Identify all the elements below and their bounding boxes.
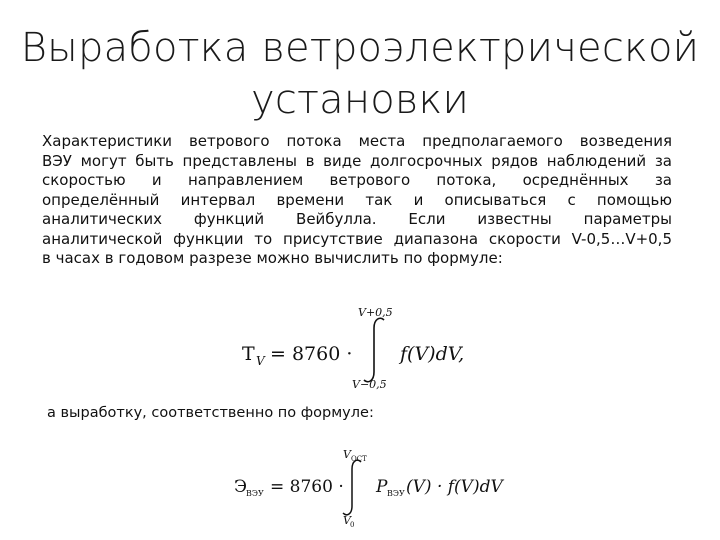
- caption-output: а выработку, соответственно по формуле:: [47, 405, 374, 421]
- formula1-lhs-sub: V: [256, 354, 265, 368]
- formula2-lower-limit-sub: 0: [350, 521, 355, 529]
- body-line-5: аналитических функций Вейбулла. Если известны параметры: [42, 210, 672, 228]
- formula2-upper-limit: V: [343, 448, 351, 461]
- formula2-upper-limit-sub: ОСТ: [351, 455, 367, 463]
- formula1-integrand: f(V)dV,: [400, 343, 465, 365]
- formula2-lhs-sub: ВЭУ: [246, 489, 264, 498]
- body-line-2: ВЭУ могут быть представлены в виде долгосрочных рядов наблюдений за: [42, 151, 672, 170]
- formula-hours: [240, 306, 490, 392]
- formula1-upper-limit: V+0,5: [358, 306, 393, 319]
- body-line-6: аналитической функции то присутствие диапазона скорости V-0,5…V+0,5: [42, 229, 672, 248]
- integral-sign-1: [364, 318, 384, 381]
- formula2-integrand-rest: (V) · f(V)dV: [406, 477, 503, 497]
- slide-title-line1: Выработка ветроэлектрической: [20, 25, 700, 71]
- formula1-equals: = 8760 ·: [270, 343, 353, 365]
- body-line-4: определённый интервал времени так и описываться с помощью: [42, 190, 672, 209]
- formula2-integrand-p: P: [376, 477, 388, 497]
- formula2-equals: = 8760 ·: [270, 477, 344, 497]
- integral-sign-2: [343, 460, 361, 515]
- body-line-7: в часах в годовом разрезе можно вычислить по формуле:: [42, 249, 503, 267]
- slide-title: [20, 22, 700, 126]
- body-paragraph: [42, 132, 672, 269]
- formula2-lhs: Э: [234, 477, 248, 497]
- formula1-lower-limit: V−0,5: [352, 378, 387, 391]
- formula-output: [232, 448, 532, 532]
- formula1-lhs: T: [242, 343, 255, 365]
- body-line-3: скоростью и направлением ветрового потока, осреднённых за: [42, 171, 672, 189]
- body-line-1: Характеристики ветрового потока места предполагаемого возведения: [42, 132, 672, 150]
- formula2-integrand-p-sub: ВЭУ: [387, 489, 405, 498]
- formula2-lower-limit: V: [343, 514, 351, 527]
- slide-title-line2: установки: [250, 77, 470, 123]
